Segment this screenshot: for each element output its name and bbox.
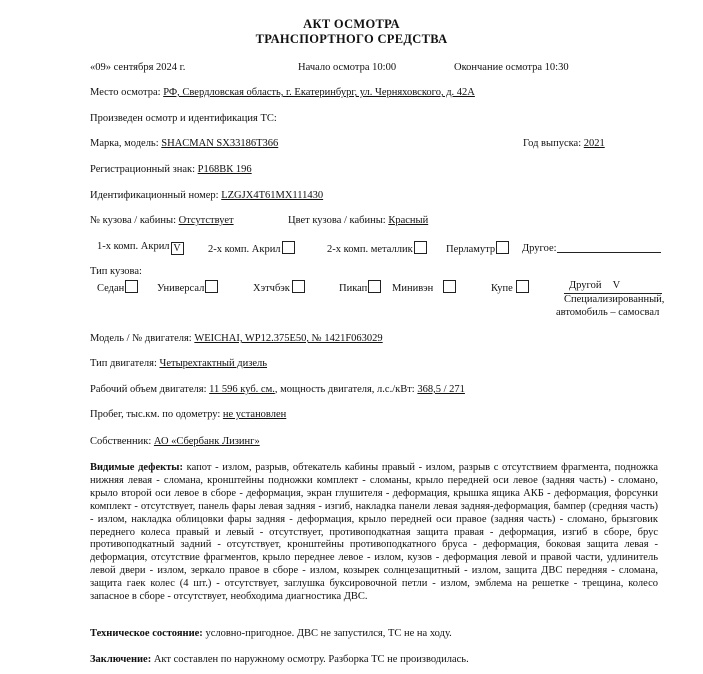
body-type-universal: [157, 280, 218, 295]
body-type-coupe: [491, 280, 529, 295]
paint-option-1: [97, 241, 184, 255]
body-type-other-desc2: автомобиль – самосвал: [556, 307, 660, 318]
body-type-pickup: [339, 280, 381, 295]
paint-option-2-checkbox[interactable]: [282, 241, 295, 254]
engine-type-label: Тип двигателя:: [90, 358, 160, 369]
tech-state-text: условно-пригодное. ДВС не запустился, ТС не на ходу.: [202, 628, 452, 639]
engine-model-row: [90, 333, 383, 345]
mileage-row: [90, 409, 286, 421]
engine-volume-value: 11 596 куб. см.: [209, 384, 275, 395]
body-type-coupe-checkbox[interactable]: [516, 280, 529, 293]
plate-row: [90, 164, 252, 176]
defects-paragraph: [90, 462, 658, 604]
paint-option-1-label: 1-х комп. Акрил: [97, 241, 170, 252]
engine-type-row: [90, 358, 267, 370]
engine-model-value: WEICHAI, WP12.375E50, № 1421F063029: [194, 333, 383, 344]
document-subtitle: ТРАНСПОРТНОГО СРЕДСТВА: [255, 32, 448, 46]
plate-value: Р168ВК 196: [197, 164, 252, 175]
body-type-universal-label: Универсал: [157, 283, 205, 294]
make-row: [90, 138, 278, 150]
inspection-end: Окончание осмотра 10:30: [454, 62, 569, 73]
paint-option-other: [522, 241, 661, 255]
body-type-minivan: [392, 280, 456, 295]
make-value: SHACMAN SX33186T366: [161, 138, 279, 149]
body-type-pickup-checkbox[interactable]: [368, 280, 381, 293]
tech-state-label: Техническое состояние:: [90, 628, 203, 639]
paint-option-3: [327, 241, 427, 256]
year-value: 2021: [583, 138, 605, 149]
body-type-minivan-label: Минивэн: [392, 283, 434, 294]
place-row: [90, 87, 475, 99]
paint-option-3-label: 2-х комп. металлик: [327, 244, 413, 255]
year-row: [523, 138, 605, 150]
body-type-hatchback-label: Хэтчбэк: [253, 283, 290, 294]
paint-option-2-label: 2-х комп. Акрил: [208, 244, 281, 255]
owner-label: Собственник:: [90, 436, 154, 447]
body-type-hatchback: [253, 280, 305, 295]
place-label: Место осмотра:: [90, 87, 164, 98]
paint-option-1-checkbox[interactable]: V: [171, 242, 184, 255]
body-type-universal-checkbox[interactable]: [205, 280, 218, 293]
paint-option-2: [208, 241, 295, 256]
body-color-value: Красный: [388, 215, 429, 226]
mileage-label: Пробег, тыс.км. по одометру:: [90, 409, 223, 420]
inspection-note: Произведен осмотр и идентификация ТС:: [90, 113, 277, 124]
body-color-label: Цвет кузова / кабины:: [288, 215, 389, 226]
tech-state-row: [90, 628, 452, 640]
body-type-other-label: Другой: [569, 280, 602, 291]
document-title: АКТ ОСМОТРА: [303, 17, 400, 31]
vin-label: Идентификационный номер:: [90, 190, 222, 201]
engine-type-value: Четырехтактный дизель: [159, 358, 268, 369]
engine-volume-row: [90, 384, 465, 396]
body-type-sedan: [97, 280, 138, 295]
body-type-label: Тип кузова:: [90, 266, 142, 277]
paint-option-other-label: Другое:: [522, 243, 557, 254]
engine-power-value: 368,5 / 271: [417, 384, 465, 395]
defects-text: капот - излом, разрыв, обтекатель кабины правый - излом, разрыв с отсутствием фрагмента, подножка нижняя левая - сломана, кронштейны подножки комплект - сломаны, крыло передней оси левое (задняя часть) - сломано, крыло второй оси левое в сборе - деформация, экран глушителя - деформация, крышка ящика АКБ - деформация, форсунки комплект - отсутствует, панель фары левая задняя - изгиб, накладка панели левая задняя-деформация, бампер (средняя часть) - излом, накладка облицовки фары задняя - деформация, крыло передней оси правое (задняя часть) - сломано, брызговик переднего колеса правый и левый - отсутствует, противоподкатная защита правая - деформация, изгиб в сборе, брус противоподкатный задний - отсутствует, кронштейны противоподкатного бруса - деформация, боковая защита левая - деформация, отсутствие фрагментов, крыло переднее левое - излом, кузов - деформация левой и правой части, удлинитель левой двери - излом, зеркало правое в сборе - излом, козырек солнцезащитный - излом, защита ДВС передняя - сломана, защита гаек колес (4 шт.) - отсутствует, заглушка буксировочной петли - излом, эмблема на решетке - трещина, колесо запасное в сборе - отсутствует, необходима диагностика ДВС.: [90, 462, 658, 603]
body-number-value: Отсутствует: [178, 215, 234, 226]
paint-option-3-checkbox[interactable]: [414, 241, 427, 254]
place-value: РФ, Свердловская область, г. Екатеринбург, ул. Черняховского, д. 42А: [163, 87, 475, 98]
body-type-other-mark[interactable]: V: [612, 280, 621, 291]
year-label: Год выпуска:: [523, 138, 584, 149]
body-type-hatchback-checkbox[interactable]: [292, 280, 305, 293]
paint-option-4-label: Перламутр: [446, 244, 496, 255]
engine-volume-label: Рабочий объем двигателя:: [90, 384, 210, 395]
vin-row: [90, 190, 323, 202]
plate-label: Регистрационный знак:: [90, 164, 198, 175]
body-type-minivan-checkbox[interactable]: [443, 280, 456, 293]
body-color-row: [288, 215, 428, 227]
body-type-other: [569, 280, 631, 292]
make-label: Марка, модель:: [90, 138, 162, 149]
engine-power-label: , мощность двигателя, л.с./кВт:: [274, 384, 418, 395]
body-type-sedan-label: Седан: [97, 283, 125, 294]
body-type-coupe-label: Купе: [491, 283, 513, 294]
paint-option-4-checkbox[interactable]: [496, 241, 509, 254]
mileage-value: не установлен: [222, 409, 287, 420]
inspection-date: «09» сентября 2024 г.: [90, 62, 186, 73]
body-type-pickup-label: Пикап: [339, 283, 368, 294]
inspection-start: Начало осмотра 10:00: [298, 62, 397, 73]
vin-value: LZGJX4T61MX111430: [221, 190, 324, 201]
body-type-other-desc1: Специализированный,: [564, 294, 665, 305]
conclusion-text: Акт составлен по наружному осмотру. Разборка ТС не производилась.: [151, 654, 469, 665]
conclusion-label: Заключение:: [90, 654, 152, 665]
defects-label: Видимые дефекты:: [90, 462, 184, 473]
body-number-label: № кузова / кабины:: [90, 215, 179, 226]
paint-other-field[interactable]: [557, 241, 661, 253]
owner-value: АО «Сбербанк Лизинг»: [153, 436, 260, 447]
body-number-row: [90, 215, 234, 227]
engine-model-label: Модель / № двигателя:: [90, 333, 195, 344]
body-type-sedan-checkbox[interactable]: [125, 280, 138, 293]
owner-row: [90, 436, 260, 448]
paint-option-4: [446, 241, 509, 256]
conclusion-row: [90, 654, 469, 666]
